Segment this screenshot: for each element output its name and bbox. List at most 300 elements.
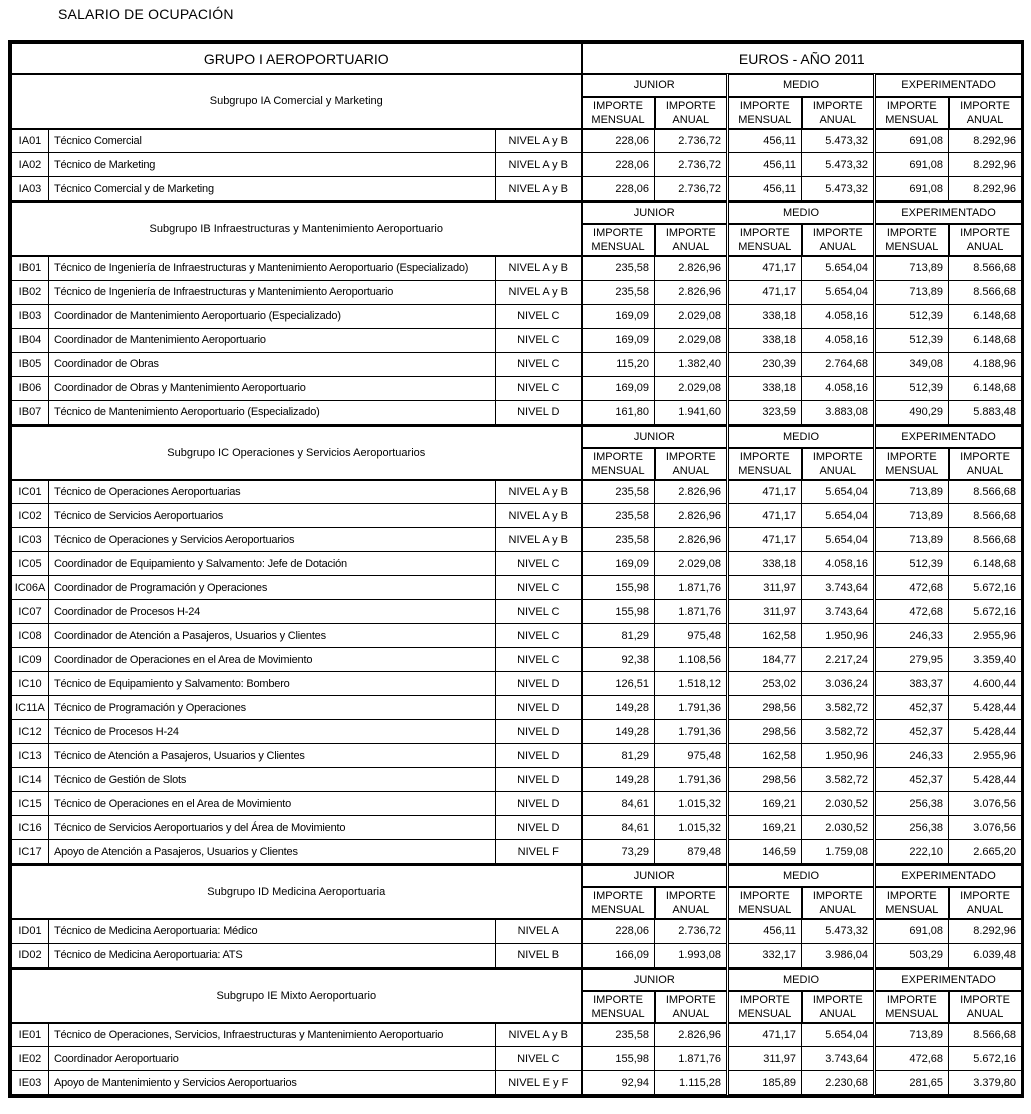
amount-header: IMPORTE MENSUAL [582,887,655,919]
salary-value: 338,18 [728,328,802,352]
salary-value: 3.076,56 [949,816,1022,840]
salary-value: 2.826,96 [655,280,728,304]
experience-level-header: MEDIO [728,75,875,97]
salary-value: 228,06 [582,177,655,201]
salary-value: 169,21 [728,792,802,816]
level-cell: NIVEL C [496,576,582,600]
salary-value: 8.292,96 [949,153,1022,177]
occupation-code: IC16 [12,816,49,840]
salary-value: 81,29 [582,744,655,768]
level-cell: NIVEL A y B [496,504,582,528]
sections-container [11,74,1021,1095]
salary-value: 235,58 [582,256,655,280]
salary-value: 5.473,32 [802,129,875,153]
salary-value: 169,09 [582,376,655,400]
occupation-code: IC12 [12,720,49,744]
occupation-code: IE01 [12,1023,49,1047]
amount-header: IMPORTE ANUAL [949,991,1022,1023]
level-cell: NIVEL A y B [496,528,582,552]
salary-value: 471,17 [728,528,802,552]
occupation-code: IC17 [12,840,49,864]
salary-value: 162,58 [728,744,802,768]
level-cell: NIVEL C [496,552,582,576]
salary-value: 256,38 [875,792,949,816]
occupation-name: Técnico de Ingeniería de Infraestructuras y Mantenimiento Aeroportuario (Especializado) [49,256,496,280]
amount-header: IMPORTE MENSUAL [582,97,655,129]
salary-value: 471,17 [728,480,802,504]
salary-value: 713,89 [875,480,949,504]
table-row [12,720,1022,744]
experience-level-header: EXPERIMENTADO [875,969,1022,991]
salary-value: 8.566,68 [949,504,1022,528]
level-cell: NIVEL C [496,600,582,624]
salary-value: 3.743,64 [802,600,875,624]
salary-value: 4.058,16 [802,328,875,352]
experience-level-header: EXPERIMENTADO [875,426,1022,448]
subgroup-section-3 [11,864,1023,968]
salary-value: 456,11 [728,177,802,201]
occupation-name: Coordinador de Procesos H-24 [49,600,496,624]
table-row [12,1071,1022,1095]
salary-value: 3.743,64 [802,1047,875,1071]
occupation-name: Coordinador Aeroportuario [49,1047,496,1071]
occupation-code: IC03 [12,528,49,552]
salary-value: 8.566,68 [949,280,1022,304]
salary-value: 512,39 [875,328,949,352]
salary-value: 975,48 [655,744,728,768]
salary-value: 235,58 [582,504,655,528]
salary-value: 2.736,72 [655,153,728,177]
salary-value: 246,33 [875,744,949,768]
salary-value: 256,38 [875,816,949,840]
salary-value: 8.292,96 [949,177,1022,201]
amount-header: IMPORTE MENSUAL [582,224,655,256]
salary-value: 1.791,36 [655,768,728,792]
occupation-code: IC08 [12,624,49,648]
amount-header: IMPORTE ANUAL [655,991,728,1023]
level-cell: NIVEL D [496,792,582,816]
experience-level-header: EXPERIMENTADO [875,865,1022,887]
occupation-name: Técnico de Operaciones Aeroportuarias [49,480,496,504]
salary-value: 452,37 [875,768,949,792]
table-row [12,576,1022,600]
amount-header: IMPORTE ANUAL [802,224,875,256]
salary-value: 490,29 [875,400,949,424]
salary-value: 3.036,24 [802,672,875,696]
occupation-name: Coordinador de Equipamiento y Salvamento: Jefe de Dotación [49,552,496,576]
salary-value: 149,28 [582,696,655,720]
level-cell: NIVEL A y B [496,153,582,177]
salary-value: 1.791,36 [655,720,728,744]
salary-value: 512,39 [875,304,949,328]
amount-header: IMPORTE MENSUAL [728,224,802,256]
experience-level-header: MEDIO [728,202,875,224]
salary-value: 222,10 [875,840,949,864]
occupation-code: IC01 [12,480,49,504]
salary-value: 1.950,96 [802,744,875,768]
occupation-name: Técnico de Servicios Aeroportuarios [49,504,496,528]
salary-value: 115,20 [582,352,655,376]
salary-value: 5.473,32 [802,153,875,177]
salary-value: 472,68 [875,1047,949,1071]
salary-value: 5.473,32 [802,177,875,201]
salary-value: 169,09 [582,304,655,328]
occupation-code: IC13 [12,744,49,768]
salary-value: 5.654,04 [802,1023,875,1047]
salary-value: 3.582,72 [802,768,875,792]
salary-value: 5.672,16 [949,1047,1022,1071]
salary-value: 235,58 [582,280,655,304]
salary-value: 2.736,72 [655,177,728,201]
occupation-name: Técnico de Ingeniería de Infraestructuras y Mantenimiento Aeroportuario [49,280,496,304]
level-cell: NIVEL D [496,768,582,792]
experience-level-header: EXPERIMENTADO [875,202,1022,224]
salary-value: 3.582,72 [802,720,875,744]
salary-value: 4.600,44 [949,672,1022,696]
salary-value: 8.292,96 [949,129,1022,153]
table-row [12,153,1022,177]
salary-value: 383,37 [875,672,949,696]
occupation-name: Técnico de Operaciones en el Area de Movimiento [49,792,496,816]
salary-value: 73,29 [582,840,655,864]
table-row [12,624,1022,648]
occupation-code: IA02 [12,153,49,177]
occupation-code: IE02 [12,1047,49,1071]
salary-value: 5.428,44 [949,696,1022,720]
level-cell: NIVEL C [496,352,582,376]
level-cell: NIVEL A y B [496,280,582,304]
amount-header: IMPORTE ANUAL [802,887,875,919]
salary-value: 1.108,56 [655,648,728,672]
salary-value: 84,61 [582,792,655,816]
salary-value: 228,06 [582,919,655,943]
table-row [12,177,1022,201]
salary-value: 691,08 [875,153,949,177]
salary-value: 169,09 [582,552,655,576]
salary-value: 5.654,04 [802,480,875,504]
salary-value: 338,18 [728,552,802,576]
salary-value: 8.566,68 [949,480,1022,504]
table-row [12,696,1022,720]
amount-header: IMPORTE ANUAL [802,448,875,480]
experience-level-header: JUNIOR [582,865,728,887]
subgroup-section-0 [11,74,1023,201]
table-row [12,840,1022,864]
experience-level-row [12,202,1022,224]
salary-value: 472,68 [875,600,949,624]
salary-value: 512,39 [875,552,949,576]
salary-value: 1.871,76 [655,576,728,600]
salary-value: 169,21 [728,816,802,840]
level-cell: NIVEL A [496,919,582,943]
experience-level-row [12,865,1022,887]
salary-value: 456,11 [728,153,802,177]
amount-header: IMPORTE MENSUAL [582,448,655,480]
table-row [12,600,1022,624]
level-cell: NIVEL C [496,624,582,648]
salary-value: 5.654,04 [802,256,875,280]
amount-header: IMPORTE ANUAL [949,887,1022,919]
salary-value: 2.030,52 [802,816,875,840]
amount-header: IMPORTE MENSUAL [728,887,802,919]
amount-header: IMPORTE MENSUAL [875,887,949,919]
salary-value: 2.764,68 [802,352,875,376]
amount-header: IMPORTE ANUAL [802,991,875,1023]
group-header: GRUPO I AEROPORTUARIO [12,44,582,74]
table-row [12,744,1022,768]
salary-value: 298,56 [728,720,802,744]
salary-value: 84,61 [582,816,655,840]
salary-value: 155,98 [582,1047,655,1071]
salary-value: 2.826,96 [655,528,728,552]
salary-value: 169,09 [582,328,655,352]
amount-header: IMPORTE ANUAL [655,224,728,256]
salary-value: 713,89 [875,1023,949,1047]
experience-level-header: JUNIOR [582,202,728,224]
salary-value: 155,98 [582,600,655,624]
euros-year-header: EUROS - AÑO 2011 [582,44,1022,74]
salary-value: 2.230,68 [802,1071,875,1095]
experience-level-row [12,75,1022,97]
salary-value: 149,28 [582,720,655,744]
salary-value: 471,17 [728,1023,802,1047]
level-cell: NIVEL D [496,400,582,424]
salary-value: 503,29 [875,943,949,967]
salary-value: 3.582,72 [802,696,875,720]
table-row [12,648,1022,672]
occupation-name: Coordinador de Obras [49,352,496,376]
occupation-code: IC06A [12,576,49,600]
salary-value: 281,65 [875,1071,949,1095]
salary-value: 235,58 [582,1023,655,1047]
salary-value: 311,97 [728,600,802,624]
occupation-name: Técnico de Marketing [49,153,496,177]
experience-level-row [12,969,1022,991]
salary-value: 1.115,28 [655,1071,728,1095]
salary-value: 298,56 [728,696,802,720]
level-cell: NIVEL D [496,816,582,840]
subgroup-title: Subgrupo IB Infraestructuras y Mantenimiento Aeroportuario [12,202,582,256]
salary-value: 185,89 [728,1071,802,1095]
occupation-code: IB05 [12,352,49,376]
occupation-name: Apoyo de Atención a Pasajeros, Usuarios y Clientes [49,840,496,864]
level-cell: NIVEL D [496,696,582,720]
salary-value: 6.039,48 [949,943,1022,967]
table-row [12,943,1022,967]
level-cell: NIVEL C [496,1047,582,1071]
occupation-name: Apoyo de Mantenimiento y Servicios Aeroportuarios [49,1071,496,1095]
salary-value: 149,28 [582,768,655,792]
salary-value: 4.188,96 [949,352,1022,376]
salary-value: 1.993,08 [655,943,728,967]
salary-value: 2.826,96 [655,256,728,280]
salary-value: 311,97 [728,576,802,600]
occupation-code: IB07 [12,400,49,424]
subgroup-title: Subgrupo ID Medicina Aeroportuaria [12,865,582,919]
salary-value: 5.654,04 [802,528,875,552]
table-row [12,792,1022,816]
occupation-code: IB04 [12,328,49,352]
table-row [12,528,1022,552]
salary-value: 2.029,08 [655,328,728,352]
occupation-code: IC10 [12,672,49,696]
amount-header: IMPORTE MENSUAL [728,991,802,1023]
level-cell: NIVEL D [496,720,582,744]
occupation-code: IA01 [12,129,49,153]
salary-value: 338,18 [728,376,802,400]
amount-header: IMPORTE MENSUAL [728,97,802,129]
table-row [12,1047,1022,1071]
salary-value: 691,08 [875,919,949,943]
occupation-name: Coordinador de Programación y Operaciones [49,576,496,600]
table-row [12,328,1022,352]
experience-level-header: MEDIO [728,865,875,887]
subgroup-section-2 [11,425,1023,865]
salary-value: 228,06 [582,129,655,153]
experience-level-header: MEDIO [728,426,875,448]
amount-header: IMPORTE ANUAL [655,448,728,480]
salary-value: 4.058,16 [802,376,875,400]
salary-value: 1.015,32 [655,792,728,816]
amount-header: IMPORTE MENSUAL [875,991,949,1023]
level-cell: NIVEL C [496,648,582,672]
salary-value: 879,48 [655,840,728,864]
salary-value: 2.826,96 [655,1023,728,1047]
salary-value: 166,09 [582,943,655,967]
salary-value: 279,95 [875,648,949,672]
table-row [12,352,1022,376]
salary-value: 230,39 [728,352,802,376]
occupation-name: Técnico de Medicina Aeroportuaria: ATS [49,943,496,967]
experience-level-header: EXPERIMENTADO [875,75,1022,97]
salary-value: 6.148,68 [949,304,1022,328]
subgroup-title: Subgrupo IE Mixto Aeroportuario [12,969,582,1023]
table-row [12,480,1022,504]
salary-value: 126,51 [582,672,655,696]
amount-header: IMPORTE MENSUAL [875,224,949,256]
salary-value: 2.736,72 [655,919,728,943]
occupation-code: IE03 [12,1071,49,1095]
salary-value: 298,56 [728,768,802,792]
occupation-code: IC05 [12,552,49,576]
table-row [12,504,1022,528]
occupation-code: IC02 [12,504,49,528]
salary-value: 2.955,96 [949,624,1022,648]
main-header-row [12,44,1022,74]
occupation-name: Técnico de Gestión de Slots [49,768,496,792]
table-row [12,304,1022,328]
salary-value: 323,59 [728,400,802,424]
salary-value: 2.217,24 [802,648,875,672]
table-row [12,919,1022,943]
table-row [12,376,1022,400]
level-cell: NIVEL A y B [496,256,582,280]
subgroup-title: Subgrupo IA Comercial y Marketing [12,75,582,129]
occupation-name: Técnico Comercial [49,129,496,153]
occupation-name: Técnico de Programación y Operaciones [49,696,496,720]
table-row [12,672,1022,696]
level-cell: NIVEL D [496,744,582,768]
salary-value: 2.955,96 [949,744,1022,768]
amount-header: IMPORTE ANUAL [949,448,1022,480]
level-cell: NIVEL F [496,840,582,864]
salary-value: 713,89 [875,528,949,552]
occupation-name: Coordinador de Atención a Pasajeros, Usuarios y Clientes [49,624,496,648]
occupation-name: Técnico de Mantenimiento Aeroportuario (Especializado) [49,400,496,424]
salary-value: 1.382,40 [655,352,728,376]
subgroup-title: Subgrupo IC Operaciones y Servicios Aeroportuarios [12,426,582,480]
salary-value: 691,08 [875,129,949,153]
salary-value: 713,89 [875,504,949,528]
table-row [12,1023,1022,1047]
salary-value: 1.791,36 [655,696,728,720]
level-cell: NIVEL A y B [496,129,582,153]
salary-value: 5.672,16 [949,576,1022,600]
occupation-code: IA03 [12,177,49,201]
salary-value: 161,80 [582,400,655,424]
occupation-code: IC09 [12,648,49,672]
level-cell: NIVEL C [496,304,582,328]
amount-header: IMPORTE ANUAL [949,224,1022,256]
amount-header: IMPORTE ANUAL [655,97,728,129]
table-row [12,256,1022,280]
salary-value: 184,77 [728,648,802,672]
salary-value: 2.826,96 [655,504,728,528]
experience-level-row [12,426,1022,448]
salary-value: 146,59 [728,840,802,864]
salary-value: 2.029,08 [655,304,728,328]
occupation-code: IC14 [12,768,49,792]
occupation-code: IB01 [12,256,49,280]
salary-value: 5.654,04 [802,504,875,528]
salary-value: 235,58 [582,480,655,504]
salary-value: 456,11 [728,919,802,943]
occupation-code: IB03 [12,304,49,328]
table-main-header [11,43,1022,74]
salary-value: 92,94 [582,1071,655,1095]
salary-value: 228,06 [582,153,655,177]
salary-table [8,40,1024,1098]
salary-value: 349,08 [875,352,949,376]
level-cell: NIVEL B [496,943,582,967]
amount-header: IMPORTE MENSUAL [728,448,802,480]
page-title: SALARIO DE OCUPACIÓN [58,6,234,22]
salary-value: 155,98 [582,576,655,600]
occupation-name: Técnico de Medicina Aeroportuaria: Médico [49,919,496,943]
salary-value: 5.473,32 [802,919,875,943]
salary-value: 471,17 [728,504,802,528]
salary-value: 471,17 [728,256,802,280]
amount-header: IMPORTE MENSUAL [582,991,655,1023]
occupation-code: ID02 [12,943,49,967]
salary-value: 235,58 [582,528,655,552]
salary-value: 1.950,96 [802,624,875,648]
salary-value: 452,37 [875,720,949,744]
salary-value: 8.566,68 [949,1023,1022,1047]
salary-value: 253,02 [728,672,802,696]
level-cell: NIVEL C [496,328,582,352]
salary-value: 5.428,44 [949,720,1022,744]
salary-value: 338,18 [728,304,802,328]
salary-value: 2.665,20 [949,840,1022,864]
salary-value: 2.029,08 [655,552,728,576]
salary-value: 311,97 [728,1047,802,1071]
occupation-name: Técnico de Procesos H-24 [49,720,496,744]
amount-header: IMPORTE ANUAL [949,97,1022,129]
salary-value: 3.076,56 [949,792,1022,816]
occupation-code: IB06 [12,376,49,400]
amount-header: IMPORTE MENSUAL [875,448,949,480]
